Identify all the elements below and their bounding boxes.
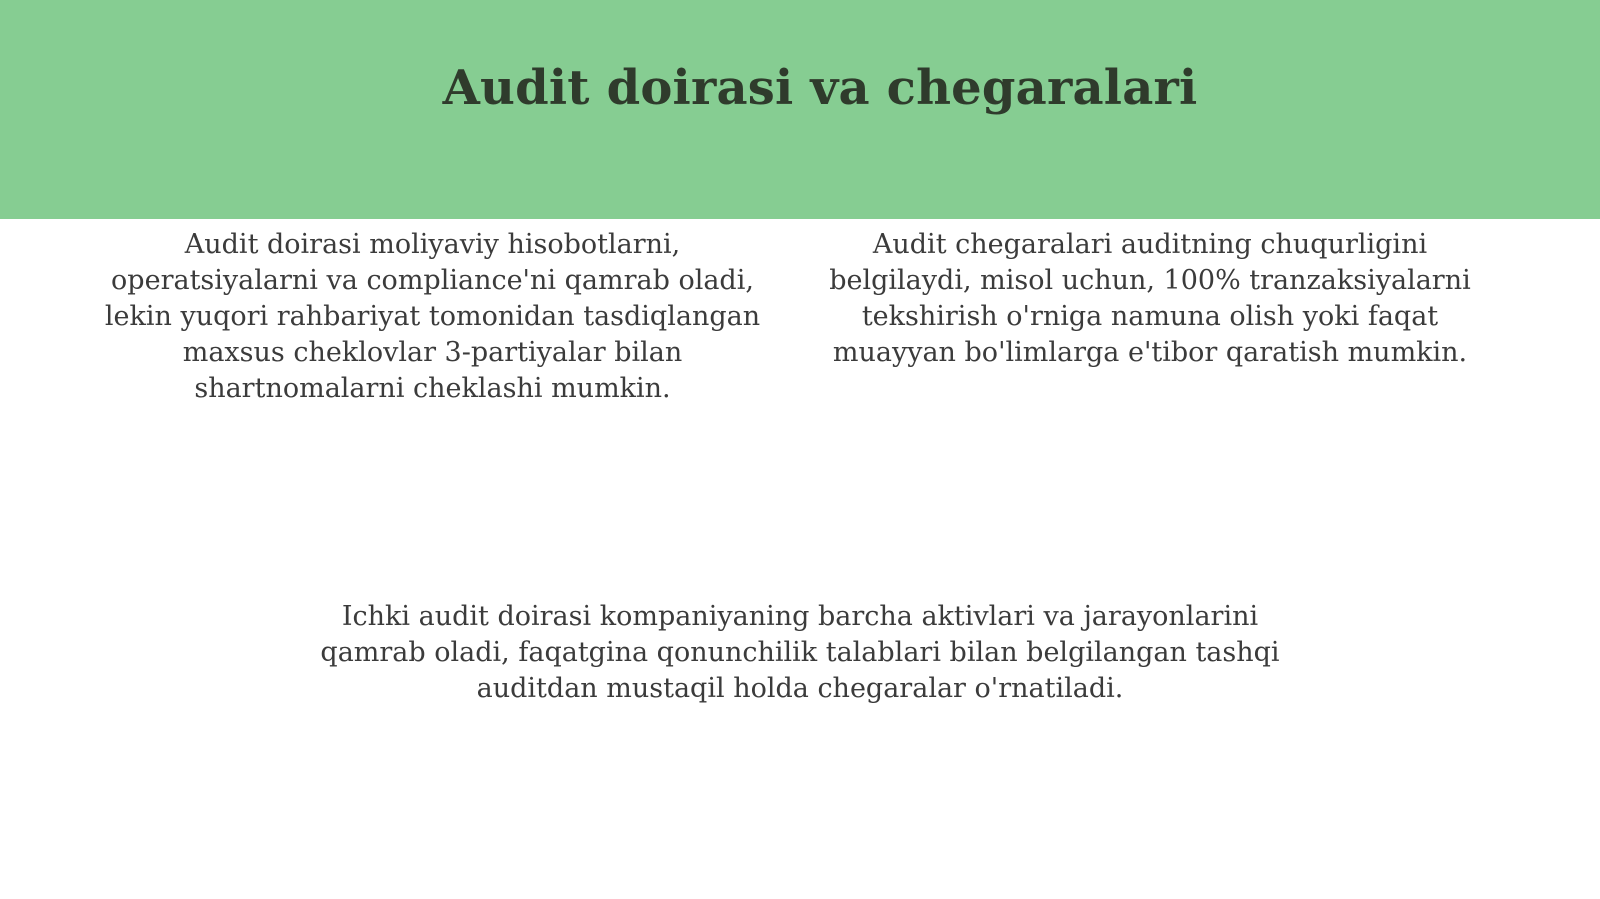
slide-title: Audit doirasi va chegaralari (442, 60, 1198, 116)
paragraph-audit-scope: Audit doirasi moliyaviy hisobotlarni, operatsiyalarni va compliance'ni qamrab oladi, lekin yuqori rahbariyat tomonidan tasdiqlangan maxsus cheklovlar 3-partiyalar bilan shartnomalarni cheklashi mumkin. (104, 229, 761, 404)
paragraph-audit-boundaries: Audit chegaralari auditning chuqurligini belgilaydi, misol uchun, 100% tranzaksiyalarni tekshirish o'rniga namuna olish yoki faqat muayyan bo'limlarga e'tibor qaratish mumkin. (829, 229, 1471, 368)
paragraph-internal-audit: Ichki audit doirasi kompaniyaning barcha aktivlari va jarayonlarini qamrab oladi, faqatgina qonunchilik talablari bilan belgilangan tashqi auditdan mustaqil holda chegaralar o'rnatiladi. (320, 601, 1280, 704)
